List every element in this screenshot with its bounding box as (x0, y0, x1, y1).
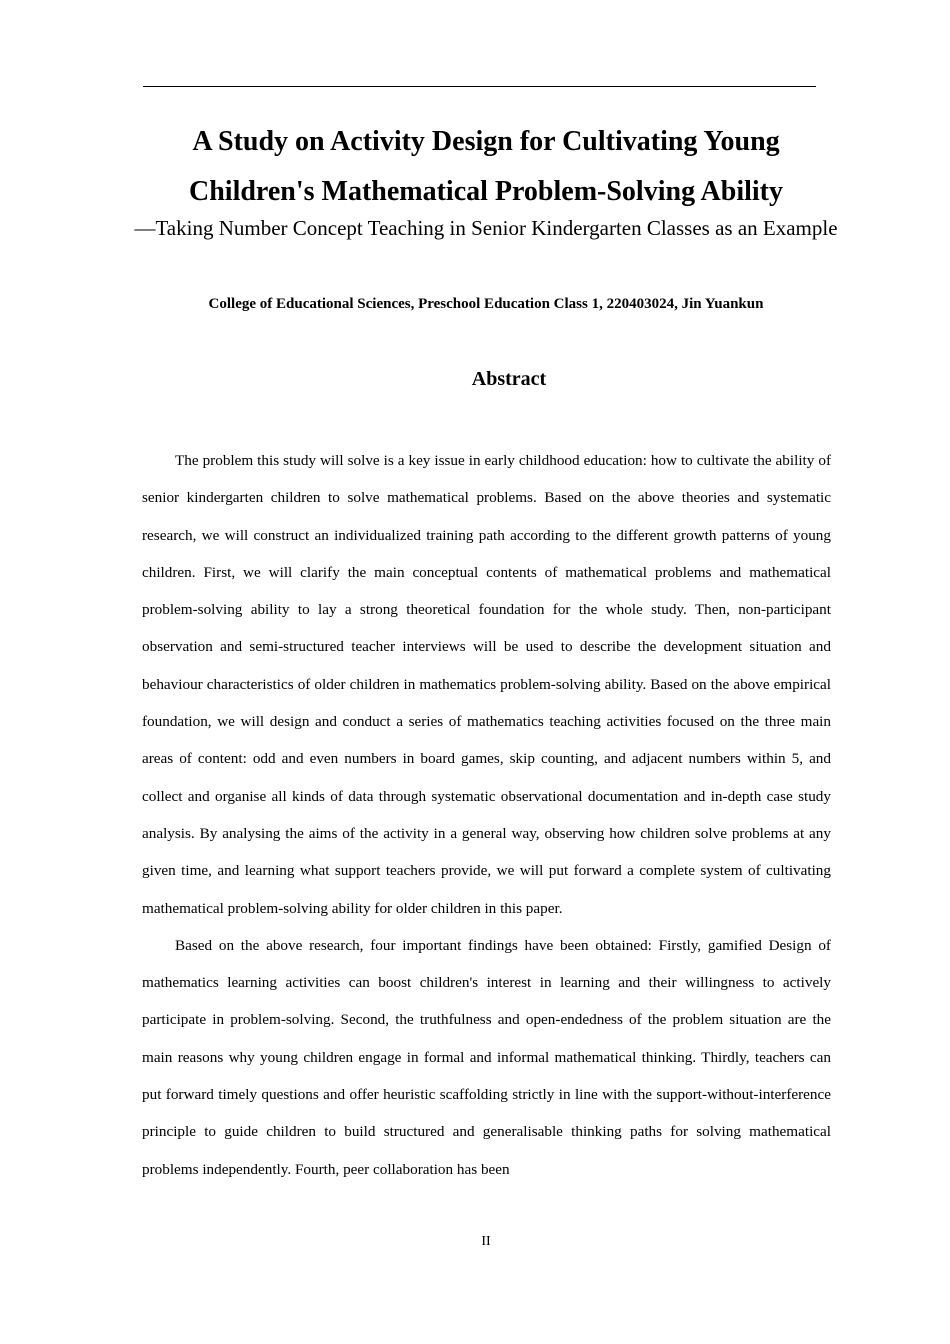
page-title: A Study on Activity Design for Cultivating Young Children's Mathematical Problem-Solving Ability (189, 126, 783, 207)
header-rule (143, 86, 816, 87)
abstract-heading: Abstract (471, 368, 547, 390)
page-subtitle: —Taking Number Concept Teaching in Senior Kindergarten Classes as an Example (134, 216, 838, 240)
abstract-paragraph: The problem this study will solve is a key issue in early childhood education: how to cultivate the ability of senior kindergarten children to solve mathematical problems. Based on the above theories and systematic research, we will construct an individualized training path according to the different growth patterns of young children. First, we will clarify the main conceptual contents of mathematical problems and mathematical problem-solving ability to lay a strong theoretical foundation for the whole study. Then, non-participant observation and semi-structured teacher interviews will be used to describe the development situation and behaviour characteristics of older children in mathematics problem-solving ability. Based on the above empirical foundation, we will design and conduct a series of mathematics teaching activities focused on the three main areas of content: odd and even numbers in board games, skip counting, and adjacent numbers within 5, and collect and organise all kinds of data through systematic observational documentation and in-depth case study analysis. By analysing the aims of the activity in a general way, observing how children solve problems at any given time, and learning what support teachers provide, we will put forward a complete system of cultivating mathematical problem-solving ability for older children in this paper. (142, 452, 831, 917)
abstract-paragraph: Based on the above research, four important findings have been obtained: Firstly, gamified Design of mathematics learning activities can boost children's interest in learning and their willingness to actively participate in problem-solving. Second, the truthfulness and open-endedness of the problem situation are the main reasons why young children engage in formal and informal mathematical thinking. Thirdly, teachers can put forward timely questions and offer heuristic scaffolding strictly in line with the support-without-interference principle to guide children to build structured and generalisable thinking paths for solving mathematical problems independently. Fourth, peer collaboration has been (142, 936, 831, 1178)
page-number: II (481, 1234, 491, 1249)
abstract-body (142, 442, 831, 1188)
author-line: College of Educational Sciences, Preschool Education Class 1, 220403024, Jin Yuankun (208, 296, 764, 312)
